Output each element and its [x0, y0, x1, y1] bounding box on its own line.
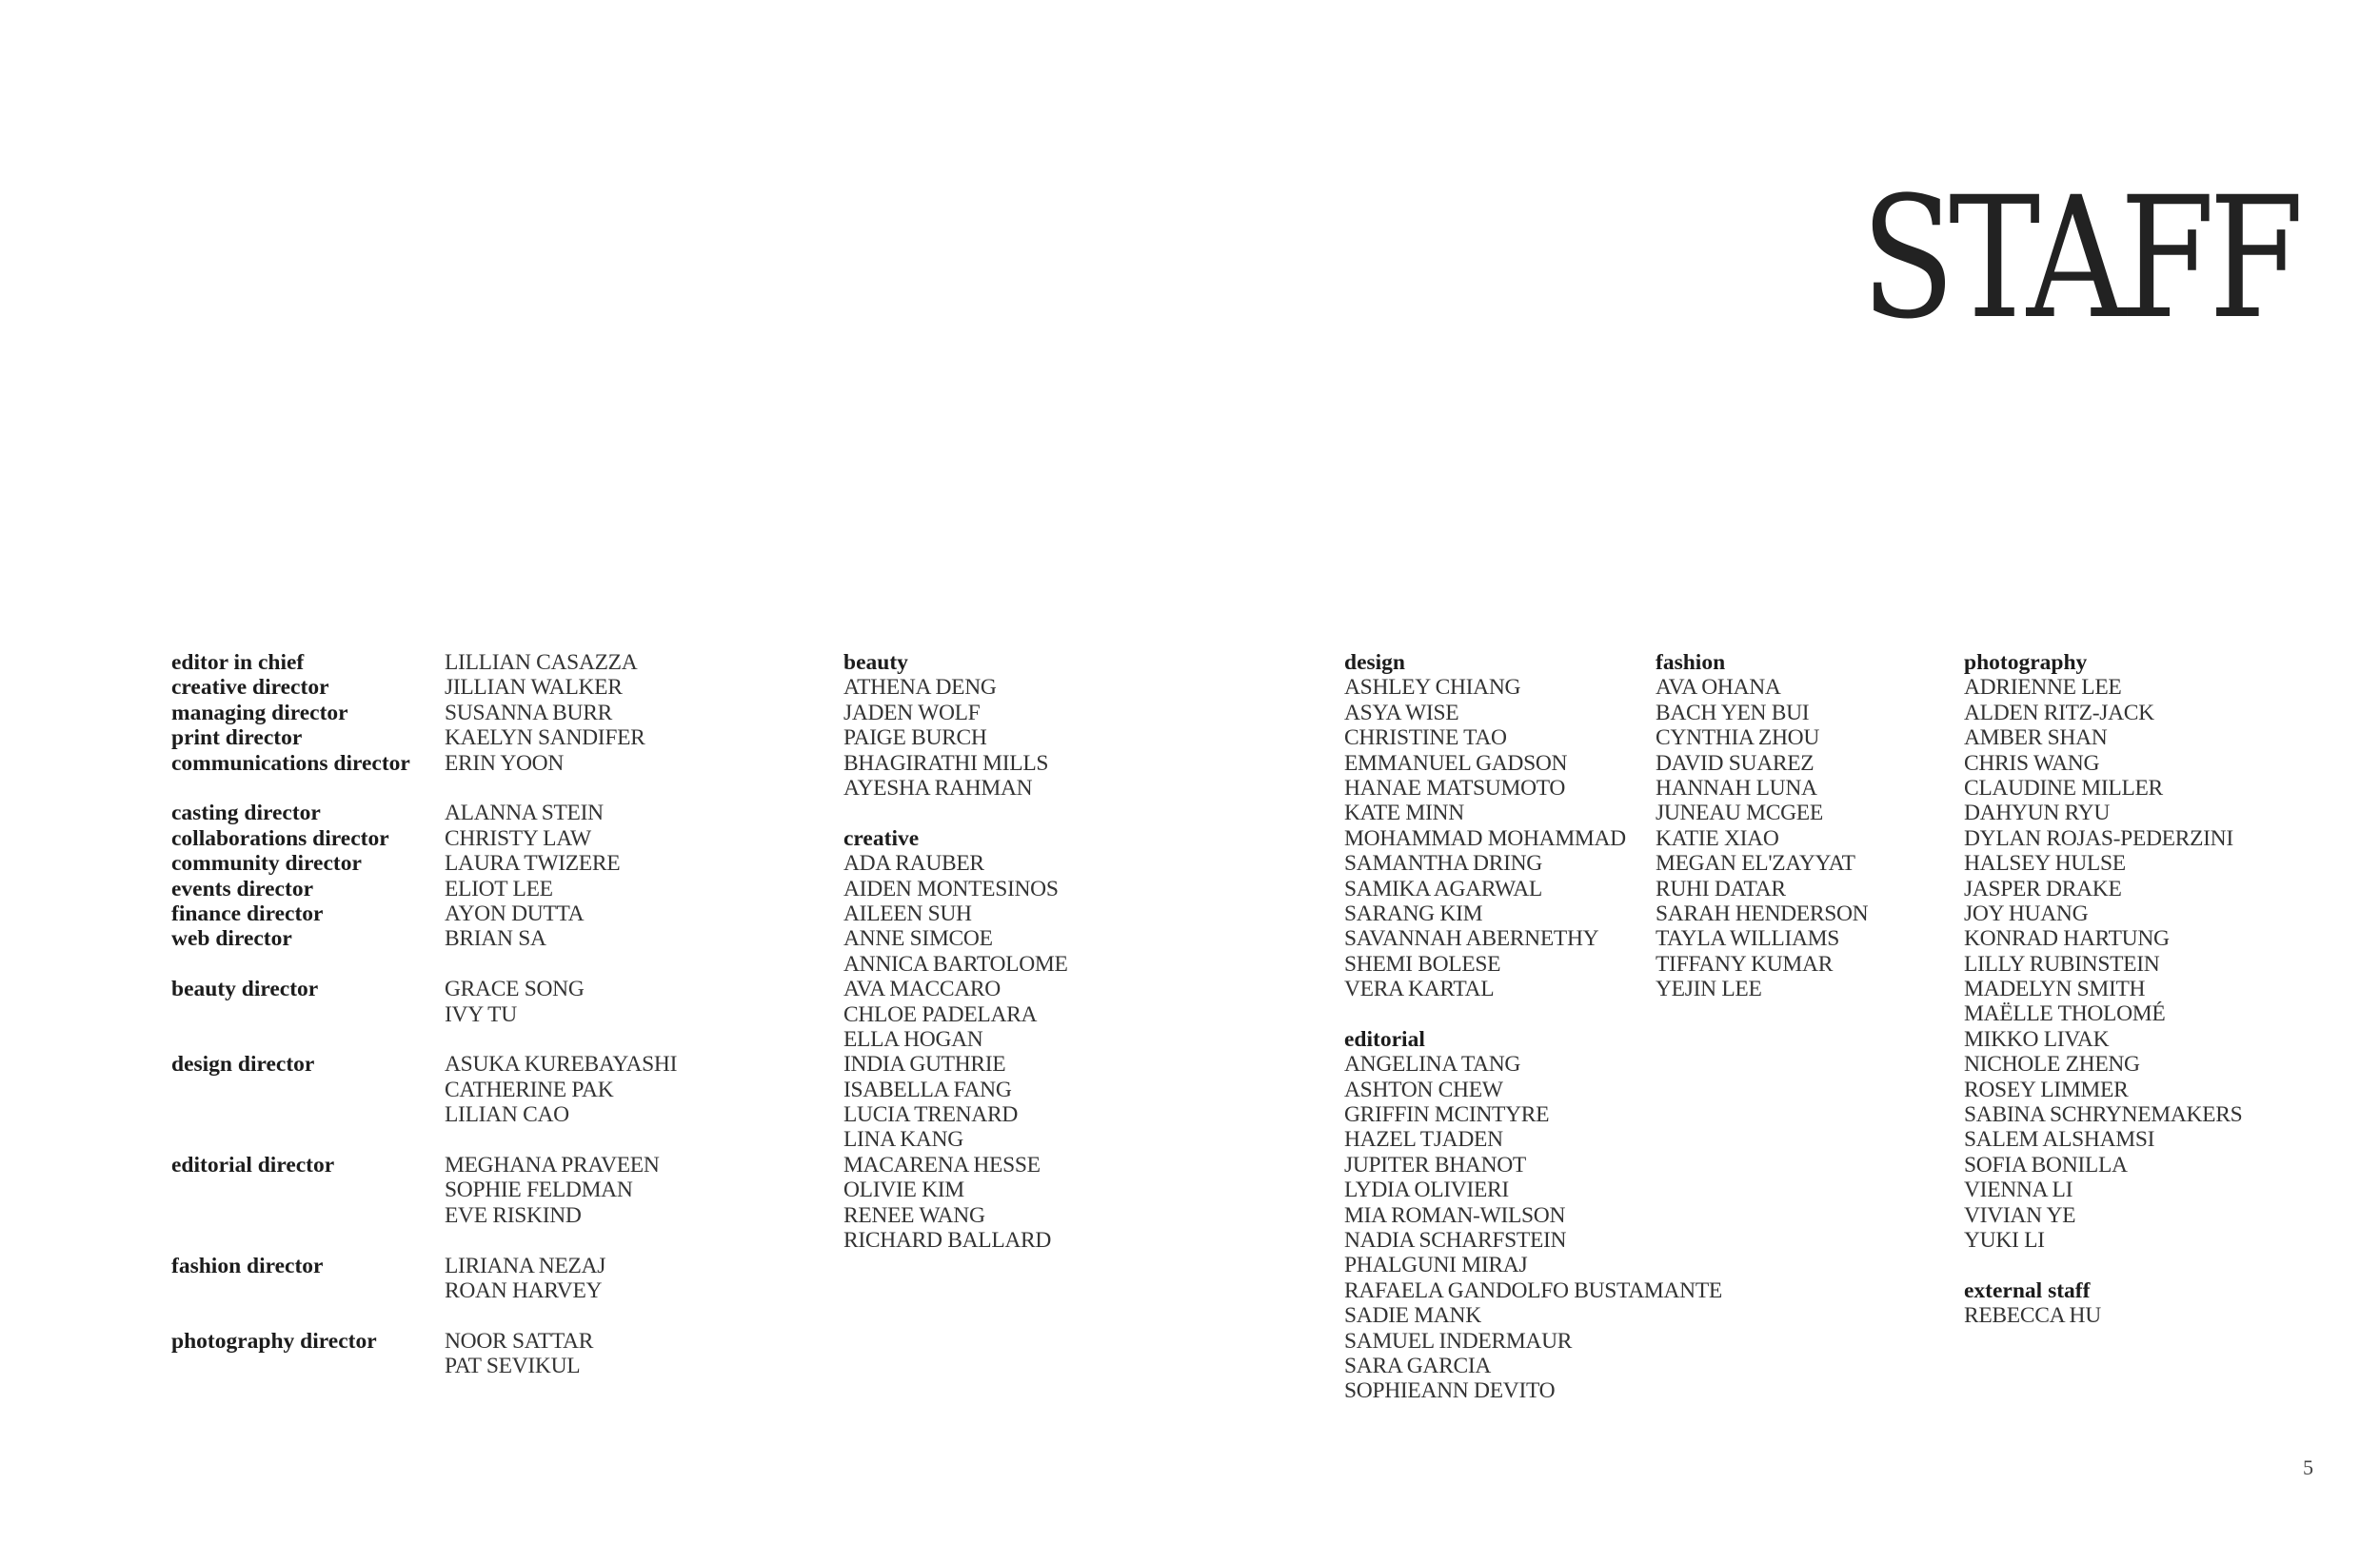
director-row	[171, 877, 677, 901]
staff-name: ROAN HARVEY	[445, 1277, 603, 1303]
staff-name: VIVIAN YE	[1964, 1202, 2076, 1228]
director-row	[171, 650, 677, 675]
beauty-creative-column	[843, 650, 1068, 1253]
staff-name: AIDEN MONTESINOS	[843, 876, 1059, 901]
staff-name: JILLIAN WALKER	[445, 675, 623, 701]
staff-name: JASPER DRAKE	[1964, 876, 2122, 901]
staff-name: CHRISTINE TAO	[1344, 725, 1507, 751]
staff-name: YUKI LI	[1964, 1228, 2045, 1253]
staff-name: VIENNA LI	[1964, 1178, 2073, 1203]
staff-name: AMBER SHAN	[1964, 725, 2108, 751]
staff-name: KATIE XIAO	[1656, 825, 1779, 851]
staff-name: RENEE WANG	[843, 1202, 985, 1228]
team-label-beauty: beauty	[843, 650, 908, 675]
staff-name: ADRIENNE LEE	[1964, 675, 2122, 701]
director-row	[171, 725, 677, 750]
staff-name: SOPHIE FELDMAN	[445, 1178, 633, 1203]
staff-name: GRACE SONG	[445, 977, 585, 1002]
staff-name: EVE RISKIND	[445, 1202, 582, 1228]
director-names	[445, 826, 591, 851]
staff-name: MIA ROMAN-WILSON	[1344, 1202, 1566, 1228]
staff-name: MACARENA HESSE	[843, 1152, 1041, 1178]
staff-name: CATHERINE PAK	[445, 1077, 614, 1102]
staff-name: KONRAD HARTUNG	[1964, 926, 2170, 952]
staff-name: SOFIA BONILLA	[1964, 1152, 2128, 1178]
director-role: community director	[171, 851, 362, 877]
director-names	[445, 926, 546, 951]
director-names	[445, 901, 584, 926]
staff-name: TAYLA WILLIAMS	[1656, 926, 1840, 952]
staff-name: PHALGUNI MIRAJ	[1344, 1253, 1528, 1278]
director-role: print director	[171, 725, 303, 751]
staff-name: LIRIANA NEZAJ	[445, 1253, 606, 1278]
director-names	[445, 851, 620, 876]
staff-name: ALDEN RITZ-JACK	[1964, 700, 2154, 725]
page-number: 5	[2303, 1455, 2313, 1479]
staff-name: AVA MACCARO	[843, 977, 1001, 1002]
staff-name: TIFFANY KUMAR	[1656, 951, 1834, 977]
director-role: web director	[171, 926, 292, 952]
staff-name: JADEN WOLF	[843, 700, 981, 725]
staff-name: RUHI DATAR	[1656, 876, 1786, 901]
staff-name: SOPHIEANN DEVITO	[1344, 1378, 1556, 1404]
staff-name: JOY HUANG	[1964, 901, 2089, 926]
director-names	[445, 701, 612, 725]
team-label-design: design	[1344, 650, 1405, 675]
team-list-fashion	[1656, 675, 1868, 1001]
staff-name: OLIVIE KIM	[843, 1178, 964, 1203]
team-label-editorial: editorial	[1344, 1026, 1425, 1052]
staff-name: LINA KANG	[843, 1127, 963, 1153]
staff-name: KATE MINN	[1344, 801, 1464, 826]
staff-name: MADELYN SMITH	[1964, 977, 2146, 1002]
staff-name: SALEM ALSHAMSI	[1964, 1127, 2155, 1153]
director-names	[445, 1153, 660, 1228]
staff-name: BHAGIRATHI MILLS	[843, 750, 1049, 776]
staff-name: ELIOT LEE	[445, 876, 553, 901]
staff-name: ANNICA BARTOLOME	[843, 951, 1068, 977]
staff-name: INDIA GUTHRIE	[843, 1052, 1006, 1078]
director-role: beauty director	[171, 977, 319, 1002]
photography-external-column	[1964, 650, 2242, 1329]
staff-name: SHEMI BOLESE	[1344, 951, 1501, 977]
staff-name: SABINA SCHRYNEMAKERS	[1964, 1102, 2243, 1128]
staff-name: SAVANNAH ABERNETHY	[1344, 926, 1599, 952]
staff-name: BACH YEN BUI	[1656, 700, 1810, 725]
staff-name: JUNEAU MCGEE	[1656, 801, 1823, 826]
director-names	[445, 1052, 677, 1127]
staff-name: VERA KARTAL	[1344, 977, 1495, 1002]
director-row	[171, 926, 677, 951]
staff-name: ASHLEY CHIANG	[1344, 675, 1521, 701]
director-row	[171, 801, 677, 825]
staff-name: PAIGE BURCH	[843, 725, 987, 751]
staff-name: HAZEL TJADEN	[1344, 1127, 1503, 1153]
staff-name: KAELYN SANDIFER	[445, 725, 645, 751]
staff-name: ALANNA STEIN	[445, 801, 604, 826]
staff-name: SAMIKA AGARWAL	[1344, 876, 1542, 901]
director-role: photography director	[171, 1328, 377, 1354]
staff-name: CLAUDINE MILLER	[1964, 775, 2163, 801]
staff-name: MAËLLE THOLOMÉ	[1964, 1001, 2166, 1027]
director-role: editorial director	[171, 1152, 335, 1178]
staff-name: CYNTHIA ZHOU	[1656, 725, 1819, 751]
team-list-photography	[1964, 675, 2242, 1253]
staff-name: LILLIAN CASAZZA	[445, 650, 638, 675]
director-role: editor in chief	[171, 650, 305, 675]
director-names	[445, 675, 623, 700]
staff-name: LYDIA OLIVIERI	[1344, 1178, 1509, 1203]
directors-column	[171, 650, 677, 1379]
director-names	[445, 751, 564, 776]
director-row	[171, 675, 677, 700]
team-list-external	[1964, 1303, 2242, 1328]
staff-name: NADIA SCHARFSTEIN	[1344, 1228, 1567, 1254]
staff-name: ERIN YOON	[445, 750, 565, 776]
staff-name: SARANG KIM	[1344, 901, 1483, 926]
staff-name: ATHENA DENG	[843, 675, 997, 701]
staff-name: HANAE MATSUMOTO	[1344, 775, 1566, 801]
director-names	[445, 725, 645, 750]
staff-name: NOOR SATTAR	[445, 1328, 594, 1354]
staff-name: SAMUEL INDERMAUR	[1344, 1328, 1573, 1354]
staff-name: JUPITER BHANOT	[1344, 1152, 1526, 1178]
director-role: design director	[171, 1052, 315, 1078]
staff-name: LAURA TWIZERE	[445, 851, 621, 877]
director-names	[445, 1254, 605, 1304]
director-role: creative director	[171, 675, 329, 701]
staff-name: LUCIA TRENARD	[843, 1102, 1019, 1128]
staff-name: DAVID SUAREZ	[1656, 750, 1815, 776]
director-row	[171, 1153, 677, 1228]
director-row	[171, 1052, 677, 1127]
director-row	[171, 851, 677, 876]
director-names	[445, 801, 604, 825]
staff-name: CHRISTY LAW	[445, 825, 591, 851]
director-role: events director	[171, 876, 313, 901]
director-role: collaborations director	[171, 825, 389, 851]
staff-name: ROSEY LIMMER	[1964, 1077, 2129, 1102]
staff-name: ASUKA KUREBAYASHI	[445, 1052, 678, 1078]
director-names	[445, 877, 553, 901]
staff-name: ASHTON CHEW	[1344, 1077, 1503, 1102]
staff-name: SARAH HENDERSON	[1656, 901, 1869, 926]
team-list-editorial	[1344, 1052, 1722, 1403]
staff-name: LILLY RUBINSTEIN	[1964, 951, 2160, 977]
staff-name: CHRIS WANG	[1964, 750, 2100, 776]
director-row	[171, 826, 677, 851]
staff-name: MOHAMMAD MOHAMMAD	[1344, 825, 1626, 851]
staff-name: ADA RAUBER	[843, 851, 984, 877]
staff-name: ASYA WISE	[1344, 700, 1459, 725]
staff-name: ISABELLA FANG	[843, 1077, 1012, 1102]
staff-name: ANNE SIMCOE	[843, 926, 993, 952]
staff-name: SARA GARCIA	[1344, 1353, 1492, 1378]
staff-name: HANNAH LUNA	[1656, 775, 1817, 801]
director-role: communications director	[171, 750, 410, 776]
director-row	[171, 901, 677, 926]
team-list-beauty	[843, 675, 1068, 801]
team-label-fashion: fashion	[1656, 650, 1726, 675]
staff-name: DAHYUN RYU	[1964, 801, 2111, 826]
staff-name: SADIE MANK	[1344, 1303, 1481, 1329]
staff-name: LILIAN CAO	[445, 1102, 569, 1128]
director-names	[445, 977, 585, 1027]
staff-name: MEGHANA PRAVEEN	[445, 1152, 660, 1178]
staff-name: AYON DUTTA	[445, 901, 585, 927]
director-role: managing director	[171, 700, 348, 725]
staff-name: GRIFFIN MCINTYRE	[1344, 1102, 1550, 1128]
team-list-creative	[843, 851, 1068, 1253]
staff-name: CHLOE PADELARA	[843, 1001, 1038, 1027]
staff-name: BRIAN SA	[445, 926, 546, 952]
director-names	[445, 1329, 593, 1379]
staff-name: AYESHA RAHMAN	[843, 775, 1033, 801]
staff-name: SUSANNA BURR	[445, 700, 612, 725]
staff-name: RICHARD BALLARD	[843, 1228, 1052, 1254]
team-label-photography: photography	[1964, 650, 2088, 675]
team-label-external: external staff	[1964, 1277, 2091, 1303]
director-row	[171, 1254, 677, 1304]
staff-name: EMMANUEL GADSON	[1344, 750, 1568, 776]
director-role: fashion director	[171, 1253, 324, 1278]
director-role: finance director	[171, 901, 324, 927]
director-row	[171, 701, 677, 725]
staff-name: IVY TU	[445, 1001, 517, 1027]
staff-name: NICHOLE ZHENG	[1964, 1052, 2140, 1078]
staff-name: ELLA HOGAN	[843, 1026, 983, 1052]
staff-name: HALSEY HULSE	[1964, 851, 2126, 877]
staff-name: MIKKO LIVAK	[1964, 1026, 2110, 1052]
director-row	[171, 977, 677, 1027]
staff-name: DYLAN ROJAS-PEDERZINI	[1964, 825, 2233, 851]
director-row	[171, 751, 677, 776]
director-row	[171, 1329, 677, 1379]
staff-name: PAT SEVIKUL	[445, 1354, 581, 1379]
staff-name: REBECCA HU	[1964, 1303, 2101, 1329]
staff-name: AVA OHANA	[1656, 675, 1781, 701]
director-names	[445, 650, 637, 675]
fashion-column	[1656, 650, 1868, 1001]
director-role: casting director	[171, 801, 321, 826]
staff-name: RAFAELA GANDOLFO BUSTAMANTE	[1344, 1277, 1722, 1303]
staff-name: MEGAN EL'ZAYYAT	[1656, 851, 1855, 877]
team-label-creative: creative	[843, 825, 920, 851]
staff-name: SAMANTHA DRING	[1344, 851, 1542, 877]
staff-name: YEJIN LEE	[1656, 977, 1762, 1002]
staff-name: AILEEN SUH	[843, 901, 972, 926]
staff-name: ANGELINA TANG	[1344, 1052, 1521, 1078]
page-title: STAFF	[1861, 161, 2298, 356]
